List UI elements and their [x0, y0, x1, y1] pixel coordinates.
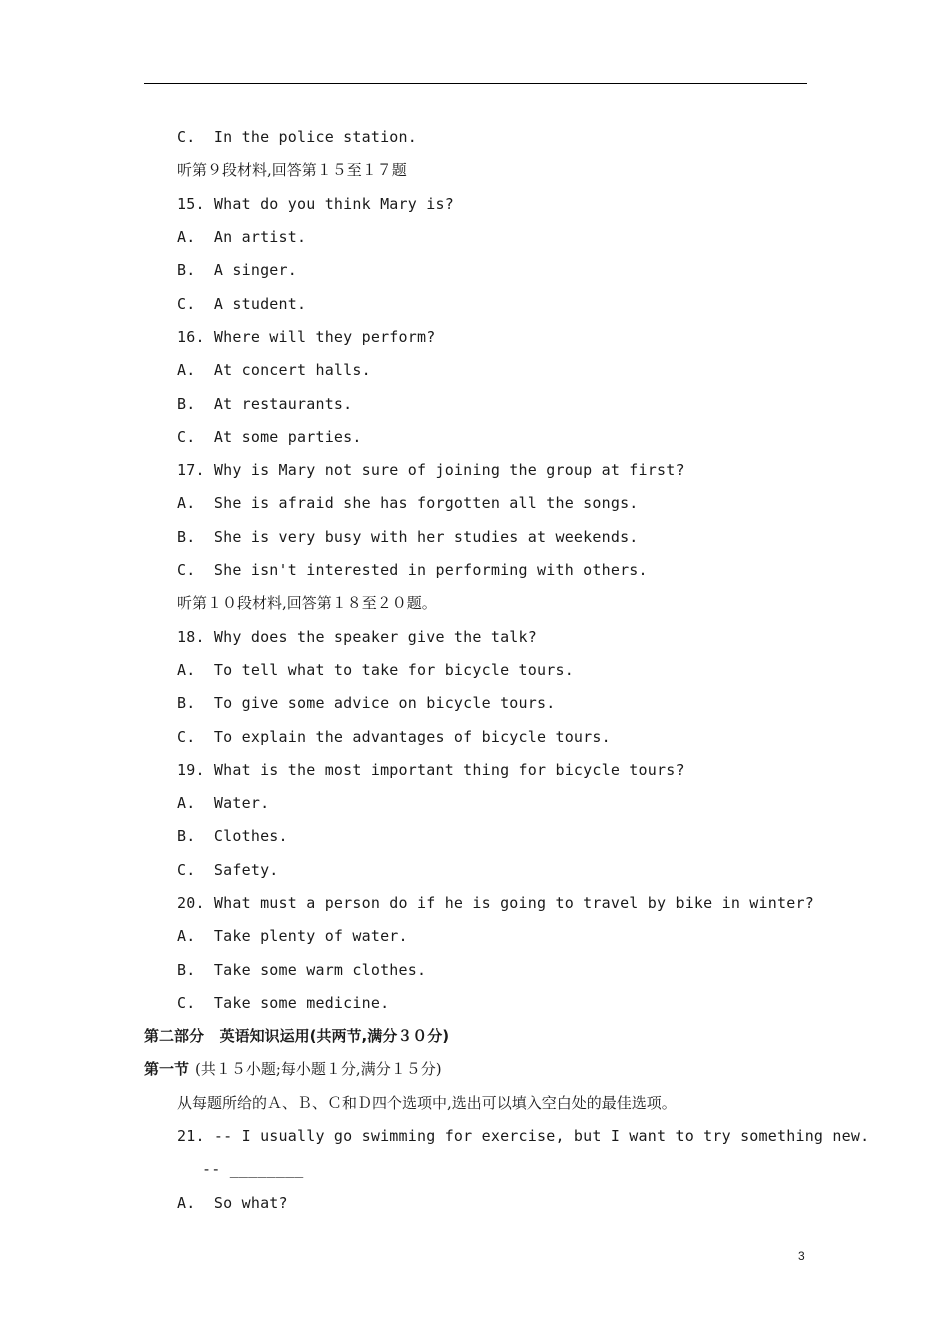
option-19a: A. Water. [177, 794, 270, 812]
question-15: 15. What do you think Mary is? [177, 195, 454, 213]
section-instruction-9: 听第９段材料,回答第１５至１７题 [177, 161, 407, 179]
option-21a: A. So what? [177, 1194, 288, 1212]
option-16c: C. At some parties. [177, 428, 362, 446]
option-18b: B. To give some advice on bicycle tours. [177, 694, 556, 712]
page-number: 3 [798, 1249, 805, 1263]
section-one-label: 第一节 [144, 1060, 190, 1078]
option-15b: B. A singer. [177, 261, 297, 279]
option-15c: C. A student. [177, 295, 307, 313]
question-20: 20. What must a person do if he is going to travel by bike in winter? [177, 894, 814, 912]
option-17c: C. She isn't interested in performing with others. [177, 561, 648, 579]
option-16a: A. At concert halls. [177, 361, 371, 379]
question-16: 16. Where will they perform? [177, 328, 436, 346]
option-17b: B. She is very busy with her studies at weekends. [177, 528, 639, 546]
option-18a: A. To tell what to take for bicycle tours. [177, 661, 574, 679]
section-instruction-10: 听第１０段材料,回答第１８至２０题。 [177, 594, 437, 612]
option-19c: C. Safety. [177, 861, 279, 879]
section-one-instruction: 从每题所给的Ａ、Ｂ、Ｃ和Ｄ四个选项中,选出可以填入空白处的最佳选项。 [177, 1094, 677, 1112]
option-20b: B. Take some warm clothes. [177, 961, 427, 979]
option-20a: A. Take plenty of water. [177, 927, 408, 945]
section-one-note: (共１５小题;每小题１分,满分１５分) [195, 1060, 442, 1078]
header-rule [144, 83, 807, 84]
option-15a: A. An artist. [177, 228, 307, 246]
option-14c: C. In the police station. [177, 128, 417, 146]
option-19b: B. Clothes. [177, 827, 288, 845]
section-one-heading [144, 1059, 442, 1079]
option-16b: B. At restaurants. [177, 395, 353, 413]
option-17a: A. She is afraid she has forgotten all the songs. [177, 494, 639, 512]
question-18: 18. Why does the speaker give the talk? [177, 628, 537, 646]
part-two-heading: 第二部分 英语知识运用(共两节,满分３０分) [144, 1027, 450, 1045]
option-20c: C. Take some medicine. [177, 994, 390, 1012]
question-17: 17. Why is Mary not sure of joining the group at first? [177, 461, 685, 479]
question-19: 19. What is the most important thing for bicycle tours? [177, 761, 685, 779]
option-18c: C. To explain the advantages of bicycle tours. [177, 728, 611, 746]
question-21-reply: -- ________ [202, 1160, 304, 1178]
question-21: 21. -- I usually go swimming for exercise, but I want to try something new. [177, 1127, 870, 1145]
